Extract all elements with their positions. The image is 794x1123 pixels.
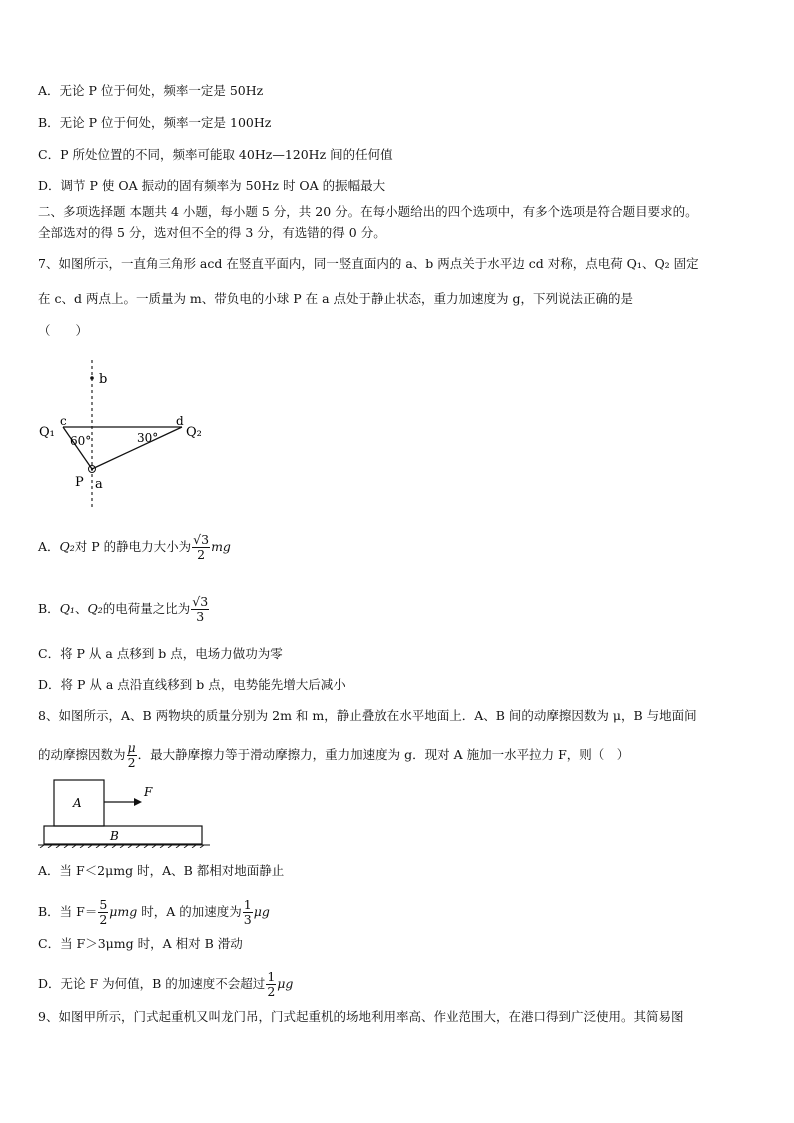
q6-option-d: D．调节 P 使 OA 振动的固有频率为 50Hz 时 OA 的振幅最大: [38, 178, 386, 193]
point-b: [90, 376, 94, 380]
label-q1: Q₁: [39, 425, 55, 440]
q8-stem-line1: 8、如图所示，A、B 两物块的质量分别为 2m 和 m，静止叠放在水平地面上．A、B 间的动摩擦因数为 μ，B 与地面间: [38, 708, 697, 723]
label-block-b: B: [110, 829, 119, 843]
q7-option-a: A．Q₂对 P 的静电力大小为 $\frac{√3}{2}$ mg: [38, 532, 231, 562]
q7-option-c: C．将 P 从 a 点移到 b 点，电场力做功为零: [38, 646, 283, 661]
q6-option-a: A．无论 P 位于何处，频率一定是 50Hz: [38, 83, 264, 98]
q8-stem-line2: 的动摩擦因数为 $\frac{\mu}{2}$ ．最大静摩擦力等于滑动摩擦力，重力加速度为 g．现对 A 施加一水平拉力 F，则（ ）: [38, 740, 630, 770]
q9-stem-line1: 9、如图甲所示，门式起重机又叫龙门吊，门式起重机的场地利用率高、作业范围大，在港口得到广泛使用。其简易图: [38, 1009, 684, 1024]
label-c: c: [60, 414, 67, 428]
q7-stem-line1: 7、如图所示，一直角三角形 acd 在竖直平面内，同一竖直面内的 a、b 两点关于水平边 cd 对称，点电荷 Q₁、Q₂ 固定: [38, 256, 699, 271]
q6-option-c: C．P 所处位置的不同，频率可能取 40Hz—120Hz 间的任何值: [38, 147, 393, 162]
angle-d-label: 30°: [137, 431, 159, 445]
label-q2: Q₂: [186, 425, 202, 440]
section-2-instructions-line1: 二、多项选择题 本题共 4 小题，每小题 5 分，共 20 分。在每小题给出的四个选项中，有多个选项是符合题目要求的。: [38, 204, 698, 219]
q7-stem-line2: 在 c、d 两点上。一质量为 m、带负电的小球 P 在 a 点处于静止状态，重力加速度为 g，下列说法正确的是: [38, 291, 634, 306]
label-d: d: [176, 414, 184, 428]
q8-blocks-figure: [38, 778, 218, 848]
label-force-f: F: [144, 785, 153, 799]
label-block-a: A: [73, 796, 82, 810]
q7-option-b: B．Q₁、Q₂的电荷量之比为 $\frac{√3}{3}$: [38, 594, 209, 624]
q8-option-c: C．当 F＞3μmg 时，A 相对 B 滑动: [38, 936, 243, 951]
q8-option-b: B．当 F＝ $\frac{5}{2}$ μmg 时，A 的加速度为 $\frac{1}{3}$ μg: [38, 897, 270, 927]
q7-option-d: D．将 P 从 a 点沿直线移到 b 点，电势能先增大后减小: [38, 677, 346, 692]
block-b: [44, 826, 202, 844]
label-a: a: [95, 477, 103, 492]
angle-c-label: 60°: [70, 434, 92, 448]
q7-answer-paren: （ ）: [38, 323, 89, 338]
q8-option-a: A．当 F＜2μmg 时，A、B 都相对地面静止: [38, 863, 285, 878]
q7-triangle-figure: [36, 355, 236, 515]
label-b: b: [99, 372, 108, 387]
q8-option-d: D．无论 F 为何值，B 的加速度不会超过 $\frac{1}{2}$ μg: [38, 969, 294, 999]
label-p: P: [75, 475, 84, 490]
section-2-instructions-line2: 全部选对的得 5 分，选对但不全的得 3 分，有选错的得 0 分。: [38, 225, 386, 240]
q6-option-b: B．无论 P 位于何处，频率一定是 100Hz: [38, 115, 272, 130]
